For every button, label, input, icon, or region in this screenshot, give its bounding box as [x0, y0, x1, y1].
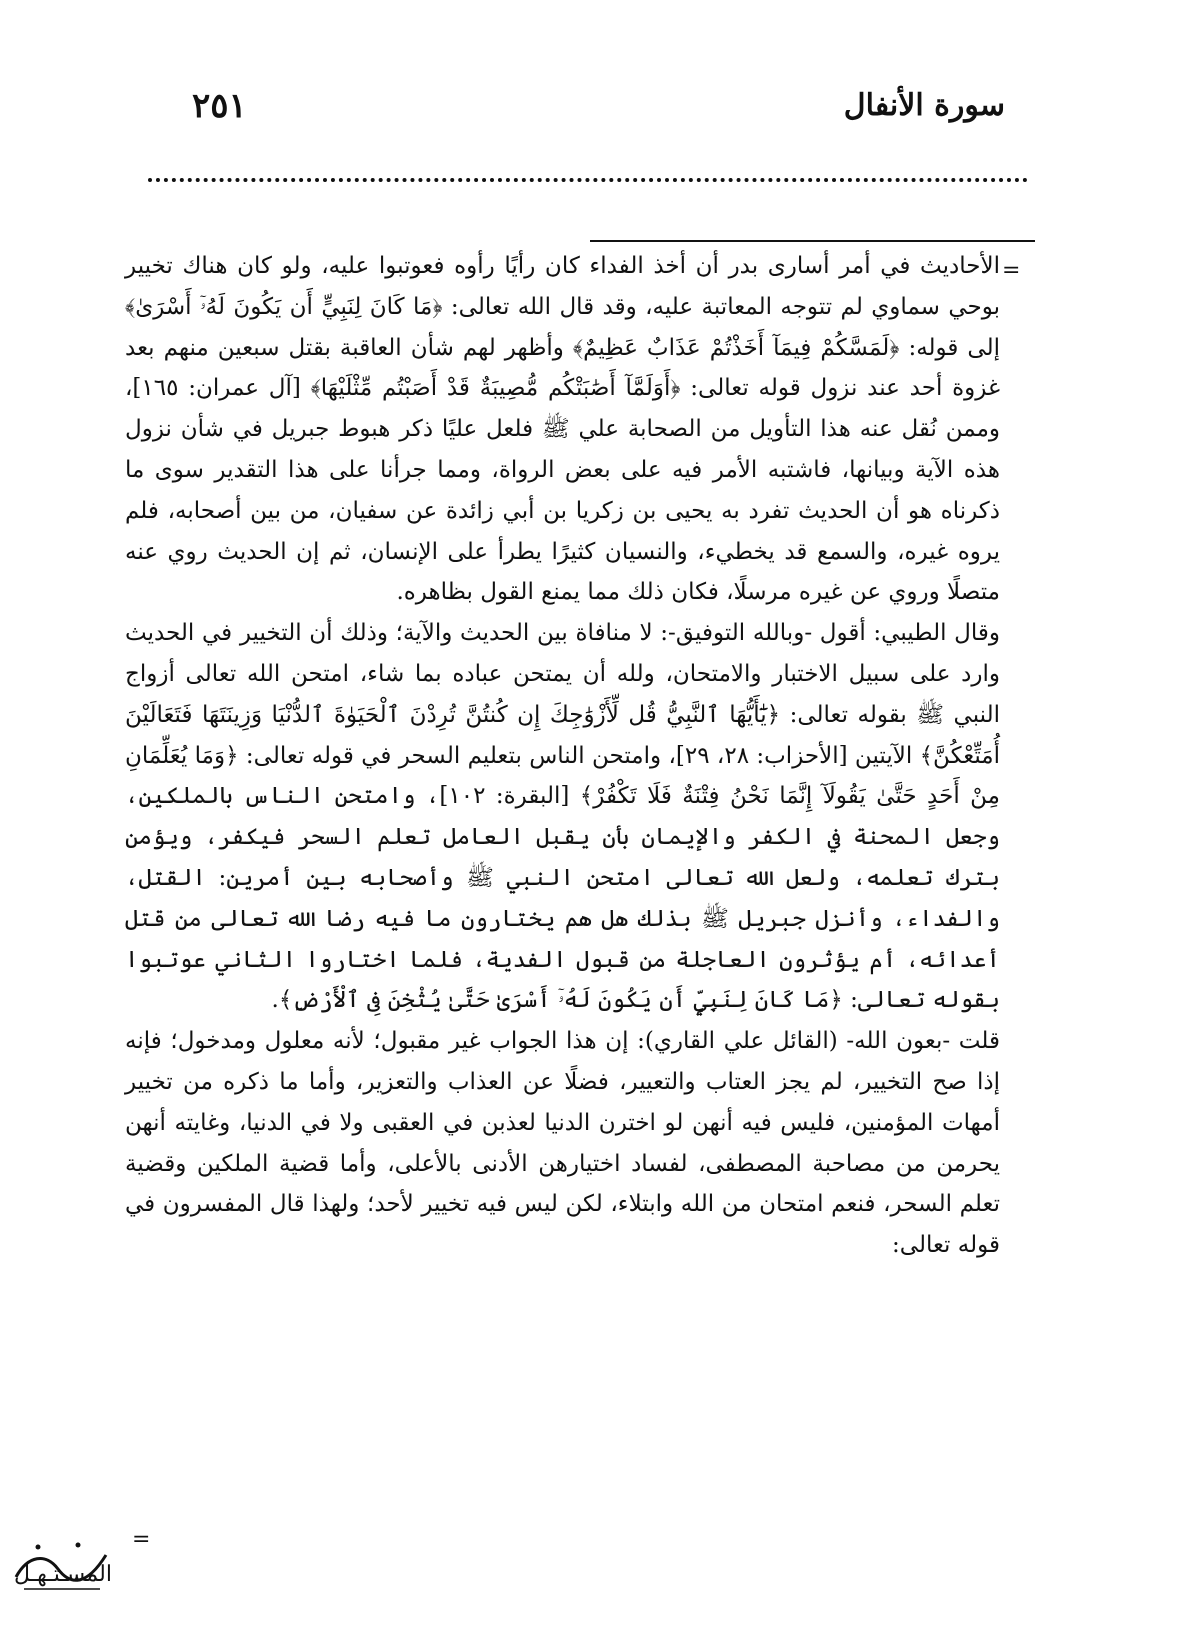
footnote-divider — [590, 240, 1035, 242]
paragraph-3: قلت -بعون الله- (القائل علي القاري): إن هذا الجواب غير مقبول؛ لأنه معلول ومدخول؛ فإنه إذا صح التخيير، لم يجز العتاب والتعيير، فضلًا عن العذاب والتعزير، وأما ما ذكره من تخيير أمهات المؤمنين، فليس فيه أنهن لو اخترن الدنيا لعذبن في العقبى ولا في الدنيا، وغايته أنهن يحرمن من مصاحبة المصطفى، لفساد اختيارهن الأدنى بالأعلى، وأما قضية الملكين وقضية تعلم السحر، فنعم امتحان من الله وابتلاء، لكن ليس فيه تخيير لأحد؛ ولهذا قال المفسرون في قوله تعالى: — [125, 1028, 1000, 1259]
paragraph-2: وقال الطيبي: أقول -وبالله التوفيق-: لا منافاة بين الحديث والآية؛ وذلك أن التخيير في الحديث وارد على سبيل الاختبار والامتحان، ولله أن يمتحن عباده بما شاء، امتحن الله تعالى أزواج النبي ﷺ بقوله تعالى: ﴿يَٰٓأَيُّهَا ٱلنَّبِيُّ قُل لِّأَزْوَٰجِكَ إِن كُنتُنَّ تُرِدْنَ ٱلْحَيَوٰةَ ٱلدُّنْيَا وَزِينَتَهَا فَتَعَالَيْنَ أُمَتِّعْكُنَّ﴾ الآيتين [الأحزاب: ٢٨، ٢٩]، وامتحن الناس بتعليم السحر في قوله تعالى: ﴿وَمَا يُعَلِّمَانِ مِنْ أَحَدٍ حَتَّىٰ يَقُولَآ إِنَّمَا نَحْنُ فِتْنَةٌ فَلَا تَكْفُرْ﴾ [البقرة: ١٠٢]، وامتحن الناس بالملكين، وجعل المحنة في الكفر والإيمان بأن يقبل العامل تعلم السحر فيكفر، ويؤمن بترك تعلمه، ولعل الله تعالى امتحن النبي ﷺ وأصحابه بين أمرين: القتل، والفداء، وأنزل جبريل ﷺ بذلك هل هم يختارون ما فيه رضا الله تعالى من قتل أعدائه، أم يؤثرون العاجلة من قبول الفدية، فلما اختاروا الثاني عوتبوا بقوله تعالى: ﴿مَا كَانَ لِنَبِيٍّ أَن يَكُونَ لَهُۥٓ أَسْرَىٰ حَتَّىٰ يُثْخِنَ فِى ٱلْأَرْضِ﴾. — [125, 620, 1001, 1014]
surah-title: سورة الأنفال — [843, 88, 1005, 123]
footnote-body — [125, 246, 1000, 1266]
page-header — [120, 88, 1005, 138]
page-number: ٢٥١ — [192, 86, 247, 126]
logo-text: المسـتـهـل — [14, 1562, 112, 1587]
continuation-mark-start: = — [1002, 258, 1021, 283]
paragraph-1: الأحاديث في أمر أسارى بدر أن أخذ الفداء كان رأيًا رأوه فعوتبوا عليه، ولو كان هناك تخيير بوحي سماوي لم تتوجه المعاتبة عليه، وقد قال الله تعالى: ﴿مَا كَانَ لِنَبِيٍّ أَن يَكُونَ لَهُۥٓ أَسْرَىٰ﴾ إلى قوله: ﴿لَمَسَّكُمْ فِيمَآ أَخَذْتُمْ عَذَابٌ عَظِيمٌ﴾ وأظهر لهم شأن العاقبة بقتل سبعين منهم بعد غزوة أحد عند نزول قوله تعالى: ﴿أَوَلَمَّآ أَصَٰبَتْكُم مُّصِيبَةٌ قَدْ أَصَبْتُم مِّثْلَيْهَا﴾ [آل عمران: ١٦٥]، وممن نُقل عنه هذا التأويل من الصحابة علي ﷺ فلعل عليًا ذكر هبوط جبريل في شأن نزول هذه الآية وبيانها، فاشتبه الأمر فيه على بعض الرواة، ومما جرأنا على هذا التقدير سوى ما ذكرناه هو أن الحديث تفرد به يحيى بن زكريا بن أبي زائدة عن سفيان، من بين أصحابه، فلم يروه غيره، والسمع قد يخطيء، والنسيان كثيرًا يطرأ على الإنسان، ثم إن الحديث روي عنه متصلًا وروي عن غيره مرسلًا، فكان ذلك مما يمنع القول بظاهره. — [125, 253, 1000, 606]
publisher-logo-icon — [8, 1525, 118, 1610]
continuation-mark-end: = — [132, 1527, 151, 1552]
dotted-divider — [148, 178, 1028, 182]
